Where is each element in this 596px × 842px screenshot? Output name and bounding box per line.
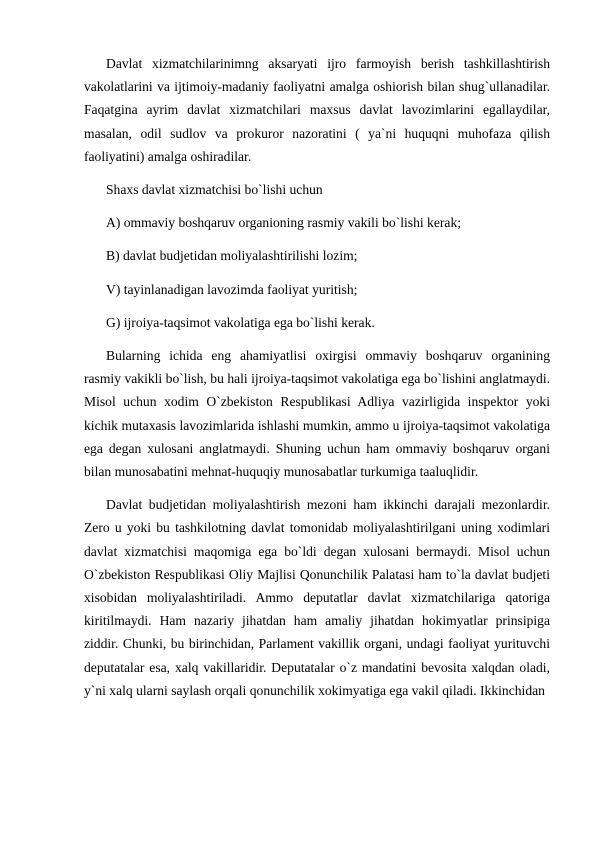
list-item-g: G) ijroiya-taqsimot vakolatiga ega bo`lishi kerak. [106, 314, 375, 330]
paragraph-budget: Davlat budjetidan moliyalashtirish mezoni ham ikkinchi darajali mezonlardir. Zero u yoki bu tashkilotning davlat tomonidab moliyalashtirilgani uning xodimlari davlat xizmatchisi maqomiga ega bo`ldi degan xulosani bermaydi. Misol uchun O`zbekiston Respublikasi Oliy Majlisi Qonunchilik Palatasi ham to`la davlat budjeti xisobidan moliyalashtiriladi. Ammo deputatlar davlat xizmatchilariga qatoriga kiritilmaydi. Ham nazariy jihatdan ham amaliy jihatdan hokimyatlar prinsipiga ziddir. Chunki, bu birinchidan, Parlament vakillik organi, undagi faoliyat yurituvchi deputatalar esa, xalq vakillaridir. Deputatalar o`z mandatini bevosita xalqdan oladi, y`ni xalq ularni saylash orqali qonunchilik xokimyatiga ega vakil qiladi. Ikkinchidan [84, 497, 550, 698]
paragraph-criteria-lead: Shaxs davlat xizmatchisi bo`lishi uchun [106, 182, 323, 198]
list-item-a: A) ommaviy boshqaruv organioning rasmiy vakili bo`lishi kerak; [106, 215, 462, 231]
paragraph-intro: Davlat xizmatchilarinimng aksaryati ijro farmoyish berish tashkillashtirish vakolatlarini va ijtimoiy-madaniy faoliyatni amalga oshiorish bilan shug`ullanadilar. Faqatgina ayrim davlat xizmatchilari maxsus davlat lavozimlarini egallaydilar, masalan, odil sudlov va prokuror nazoratini ( ya`ni huquqni muhofaza qilish faoliyatini) amalga oshiradilar. [84, 56, 550, 164]
document-page [84, 52, 550, 712]
list-item-v: V) tayinlanadigan lavozimda faoliyat yuritish; [106, 281, 358, 297]
list-item-b: B) davlat budjetidan moliyalashtirilishi lozim; [106, 248, 358, 264]
paragraph-analysis: Bularning ichida eng ahamiyatlisi oxirgisi ommaviy boshqaruv organining rasmiy vakikli bo`lish, bu hali ijroiya-taqsimot vakolatiga ega bo`lishini anglatmaydi. Misol uchun xodim O`zbekiston Respublikasi Adliya vazirligida inspektor yoki kichik mutaxasis lavozimlarida ishlashi mumkin, ammo u ijroiya-taqsimot vakolatiga ega degan xulosani anglatmaydi. Shuning uchun ham ommaviy boshqaruv organi bilan munosabatini mehnat-huquqiy munosabatlar turkumiga taaluqlidir. [84, 348, 550, 480]
